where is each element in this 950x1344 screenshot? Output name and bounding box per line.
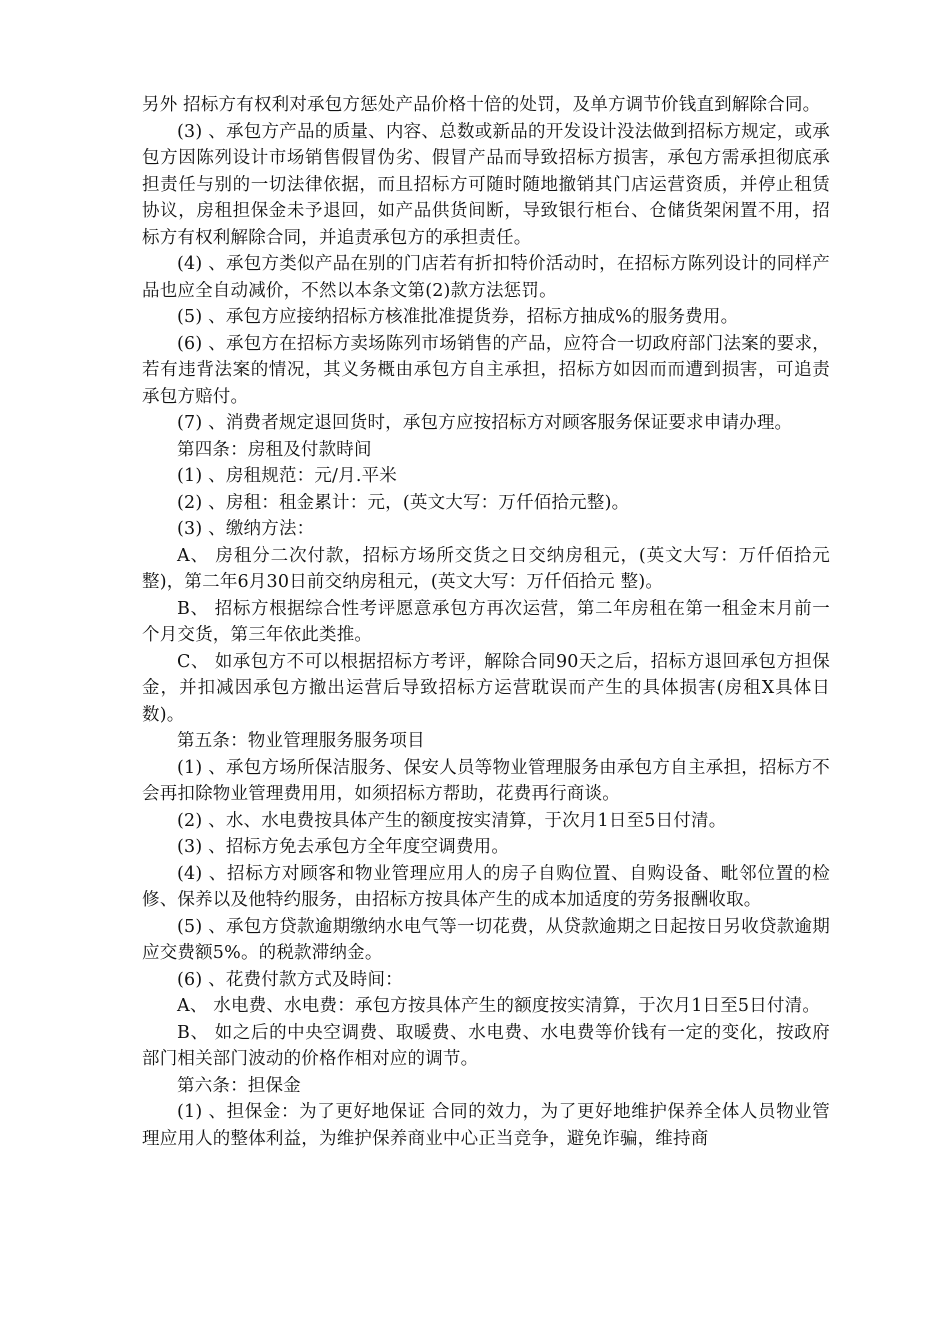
- paragraph-12: B、 招标方根据综合性考评愿意承包方再次运营，第二年房租在第一租金末月前一个月交货，第三年依此类推。: [142, 598, 830, 645]
- paragraph-10: (3) 、缴纳方法：: [177, 519, 315, 539]
- section-heading-6: 第六条：担保金: [177, 1075, 301, 1096]
- paragraph-2: (3) 、承包方产品的质量、内容、总数或新品的开发设计没法做到招标方规定，或承包方因陈列设计市场销售假冒伪劣、假冒产品而导致招标方损害，承包方需承担彻底承担责任与别的一切法律依据，而且招标方可随时随地撤销其门店运营资质，并停止租赁协议，房租担保金未予退回，如产品供货间断，导致银行柜台、仓储货架闲置不用，招标方有权利解除合同，并追责承包方的承担责任。: [142, 121, 830, 248]
- paragraph-16: (2) 、水、水电费按具体产生的额度按实清算，于次月1日至5日付清。: [177, 810, 727, 831]
- paragraph-13: C、 如承包方不可以根据招标方考评，解除合同90天之后，招标方退回承包方担保金，并扣减因承包方撤出运营后导致招标方运营耽误而产生的具体损害(房租X具体日数)。: [142, 651, 830, 725]
- paragraph-9: (2) 、房租：租金累计：元，(英文大写：万仟佰拾元整)。: [177, 492, 630, 513]
- paragraph-1: 另外 招标方有权利对承包方惩处产品价格十倍的处罚，及单方调节价钱直到解除合同。: [142, 95, 821, 115]
- paragraph-11: A、 房租分二次付款，招标方场所交货之日交纳房租元，(英文大写：万仟佰拾元整)，第二年6月30日前交纳房租元，(英文大写：万仟佰拾元 整)。: [142, 545, 830, 592]
- paragraph-19: (5) 、承包方贷款逾期缴纳水电气等一切花费，从贷款逾期之日起按日另收贷款逾期应交费额5%。的税款滞纳金。: [142, 916, 830, 963]
- paragraph-15: (1) 、承包方场所保洁服务、保安人员等物业管理服务由承包方自主承担，招标方不会再扣除物业管理费用用，如须招标方帮助，花费再行商谈。: [142, 757, 830, 804]
- paragraph-4: (5) 、承包方应接纳招标方核准批准提货券，招标方抽成%的服务费用。: [177, 307, 739, 327]
- paragraph-6: (7) 、消费者规定退回货时，承包方应按招标方对顾客服务保证要求申请办理。: [177, 413, 793, 433]
- paragraph-5: (6) 、承包方在招标方卖场陈列市场销售的产品，应符合一切政府部门法案的要求，若有违背法案的情况，其义务概由承包方自主承担，招标方如因而而遭到损害，可追责承包方赔付。: [142, 333, 830, 407]
- paragraph-17: (3) 、招标方免去承包方全年度空调费用。: [177, 837, 510, 857]
- section-heading-5: 第五条：物业管理服务服务项目: [177, 731, 425, 751]
- paragraph-21: A、 水电费、水电费：承包方按具体产生的额度按实清算，于次月1日至5日付清。: [177, 996, 821, 1016]
- paragraph-24: (1) 、担保金：为了更好地保证 合同的效力，为了更好地维护保养全体人员物业管理应用人的整体利益，为维护保养商业中心正当竞争，避免诈骗，维持商: [142, 1102, 830, 1149]
- paragraph-20: (6) 、花费付款方式及時间：: [177, 969, 403, 990]
- paragraph-22: B、 如之后的中央空调费、取暖费、水电费、水电费等价钱有一定的变化，按政府部门相关部门波动的价格作相对应的调节。: [142, 1022, 830, 1069]
- document-body: [142, 92, 830, 1152]
- section-heading-4: 第四条：房租及付款時间: [177, 439, 372, 460]
- paragraph-18: (4) 、招标方对顾客和物业管理应用人的房子自购位置、自购设备、毗邻位置的检修、保养以及他特约服务，由招标方按具体产生的成本加适度的劳务报酬收取。: [142, 863, 830, 910]
- paragraph-3: (4) 、承包方类似产品在别的门店若有折扣特价活动时，在招标方陈列设计的同样产品也应全自动减价，不然以本条文第(2)款方法惩罚。: [142, 254, 830, 301]
- paragraph-8: (1) 、房租规范：元/月.平米: [177, 466, 398, 486]
